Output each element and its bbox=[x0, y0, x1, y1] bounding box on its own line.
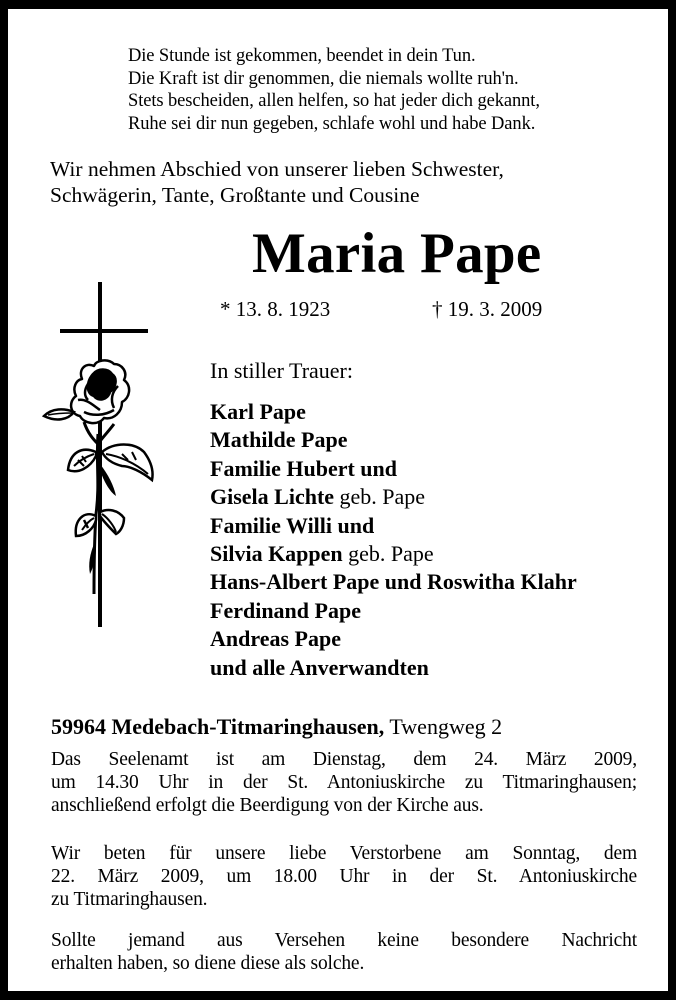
mourner-entry bbox=[210, 426, 577, 454]
poem-line: Die Kraft ist dir genommen, die niemals wollte ruh'n. bbox=[128, 68, 519, 89]
paragraph-line: erhalten haben, so diene diese als solche. bbox=[51, 953, 365, 974]
mourner-note: geb. Pape bbox=[334, 484, 426, 510]
mourner-name: Andreas Pape bbox=[210, 626, 341, 652]
mourner-name: Hans-Albert Pape und Roswitha Klahr bbox=[210, 569, 577, 595]
paragraph-line: anschließend erfolgt die Beerdigung von der Kirche aus. bbox=[51, 795, 484, 816]
paragraph-line: 22. März 2009, um 18.00 Uhr in der St. Antoniuskirche bbox=[51, 866, 637, 887]
mourner-entry bbox=[210, 625, 577, 653]
cross-with-rose-icon bbox=[38, 274, 168, 634]
intro-line: Wir nehmen Abschied von unserer lieben Schwester, bbox=[50, 157, 504, 181]
prayer-paragraph bbox=[51, 842, 637, 911]
intro-line: Schwägerin, Tante, Großtante und Cousine bbox=[50, 183, 420, 207]
mourner-name: und alle Anverwandten bbox=[210, 654, 429, 680]
mourning-label: In stiller Trauer: bbox=[210, 358, 353, 383]
mourner-entry bbox=[210, 597, 577, 625]
paragraph-line: um 14.30 Uhr in der St. Antoniuskirche zu Titmaringhausen; bbox=[51, 772, 637, 793]
mourner-name: Ferdinand Pape bbox=[210, 597, 361, 623]
deceased-name: Maria Pape bbox=[252, 222, 542, 285]
poem-line: Ruhe sei dir nun gegeben, schlafe wohl und habe Dank. bbox=[128, 113, 536, 134]
birth-date: * 13. 8. 1923 bbox=[220, 297, 331, 321]
address-town: 59964 Medebach-Titmaringhausen, bbox=[51, 714, 385, 739]
paragraph-line: Wir beten für unsere liebe Verstorbene am Sonntag, dem bbox=[51, 843, 637, 864]
death-date: † 19. 3. 2009 bbox=[432, 297, 543, 321]
farewell-intro bbox=[50, 156, 504, 208]
address-street: Twengweg 2 bbox=[384, 714, 503, 739]
mourner-name: Silvia Kappen bbox=[210, 541, 343, 567]
poem-line: Stets bescheiden, allen helfen, so hat jeder dich gekannt, bbox=[128, 91, 540, 111]
poem bbox=[128, 45, 540, 135]
poem-line: Die Stunde ist gekommen, beendet in dein Tun. bbox=[128, 46, 476, 66]
notice-paragraph bbox=[51, 929, 637, 975]
mourner-name: Karl Pape bbox=[210, 399, 306, 424]
mourner-entry bbox=[210, 483, 577, 511]
mourner-entry bbox=[210, 398, 577, 426]
paragraph-line: Das Seelenamt ist am Dienstag, dem 24. März 2009, bbox=[51, 749, 637, 770]
funeral-mass-paragraph bbox=[51, 748, 637, 817]
mourner-entry bbox=[210, 512, 577, 540]
paragraph-line: zu Titmaringhausen. bbox=[51, 889, 208, 910]
mourner-entry bbox=[210, 540, 577, 568]
mourner-entry bbox=[210, 654, 577, 682]
family-address bbox=[51, 713, 502, 741]
mourner-entry bbox=[210, 568, 577, 596]
mourner-entry bbox=[210, 455, 577, 483]
mourner-name: Familie Hubert und bbox=[210, 455, 398, 481]
mourner-name: Gisela Lichte bbox=[210, 484, 335, 510]
mourner-name: Familie Willi und bbox=[210, 512, 375, 538]
mourner-note: geb. Pape bbox=[342, 541, 434, 567]
paragraph-line: Sollte jemand aus Versehen keine besondere Nachricht bbox=[51, 930, 637, 951]
mourner-name: Mathilde Pape bbox=[210, 427, 348, 453]
mourners-list bbox=[210, 398, 577, 682]
